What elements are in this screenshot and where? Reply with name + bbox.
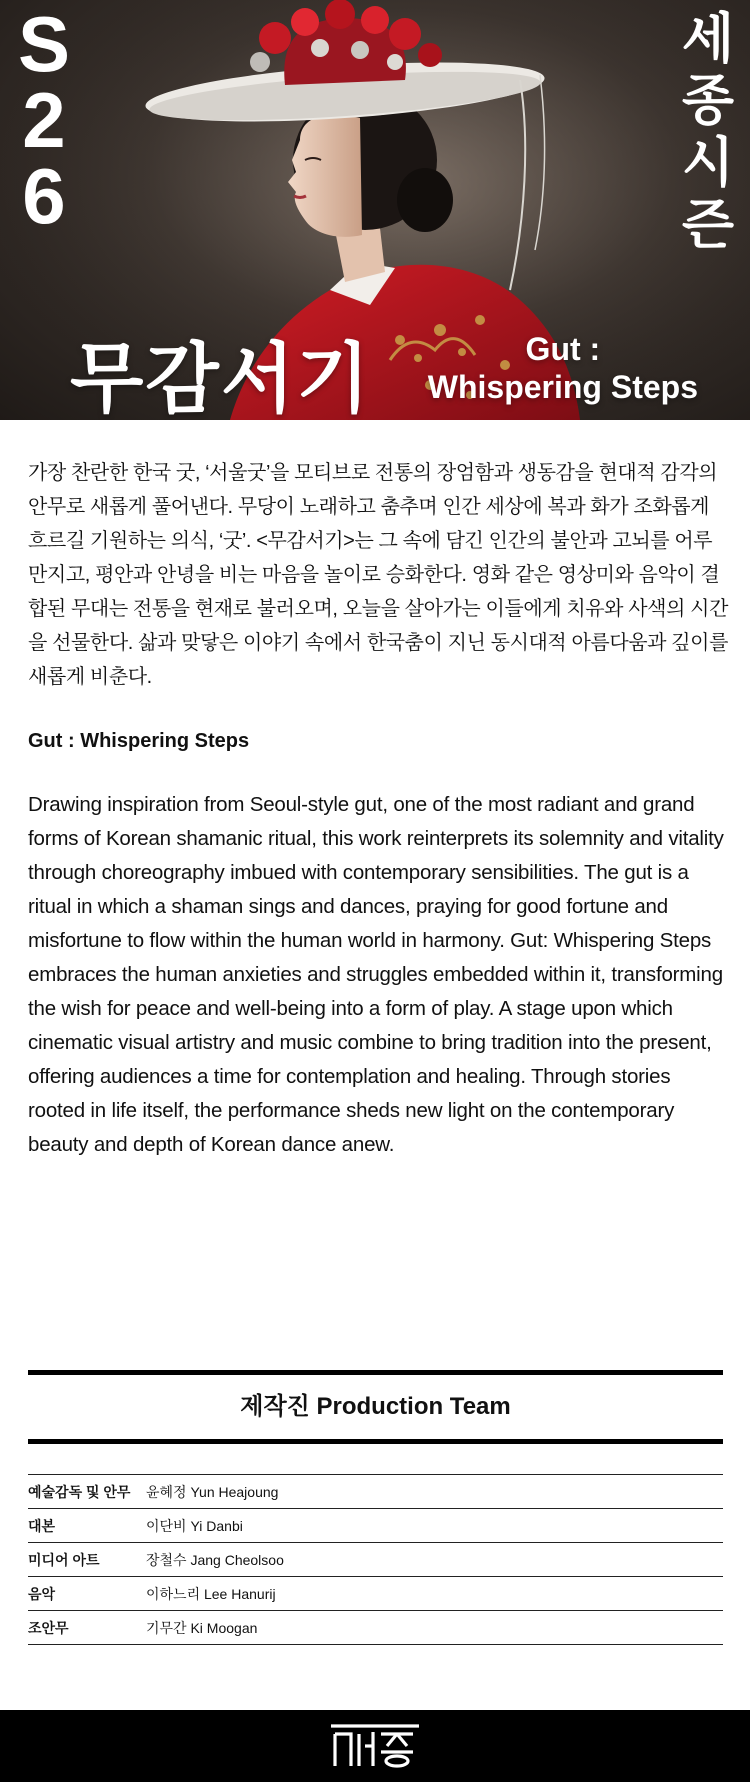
credit-row: [28, 1543, 723, 1577]
hero-image: [0, 0, 750, 420]
credit-name: 이하느리 Lee Hanurij: [146, 1585, 276, 1602]
credit-row: [28, 1509, 723, 1543]
credit-role: 음악: [28, 1585, 56, 1602]
sejong-logo-icon: [329, 1722, 421, 1770]
season-char: 6: [22, 152, 66, 240]
credit-name: 기무간 Ki Moogan: [146, 1619, 258, 1636]
credit-row: [28, 1475, 723, 1509]
credit-row: [28, 1577, 723, 1611]
footer: [0, 1710, 750, 1782]
title-english-line: Gut :: [525, 331, 601, 367]
season-char: 2: [22, 76, 66, 164]
series-label: [676, 8, 740, 256]
credit-role: 예술감독 및 안무: [28, 1483, 131, 1500]
season-char: S: [17, 0, 71, 88]
title-korean: 무감서기: [70, 337, 372, 420]
credit-name: 이단비 Yi Danbi: [146, 1517, 243, 1534]
season-label: [8, 0, 80, 240]
production-team: [28, 1370, 723, 1645]
title-english-line: Whispering Steps: [427, 369, 698, 405]
production-team-title: 제작진 Production Team: [240, 1393, 511, 1420]
title-english: [428, 330, 698, 406]
description: [28, 456, 728, 1162]
series-char: 종: [681, 71, 735, 131]
series-char: 즌: [681, 195, 735, 255]
credit-role: 대본: [28, 1517, 56, 1534]
english-subheading: Gut : Whispering Steps: [28, 730, 250, 752]
description-english: Drawing inspiration from Seoul-style gut, one of the most radiant and grand forms of Korean shamanic ritual, this work reinterprets its solemnity and vitality through choreography imbued with contemporary sensibilities. The gut is a ritual in which a shaman sings and dances, praying for good fortune and misfortune to flow within the human world in harmony. Gut: Whispering Steps embraces the human anxieties and struggles embedded within it, transforming the wish for peace and well-being into a form of play. A stage upon which cinematic visual artistry and music combine to bring tradition into the present, offering audiences a time for contemplation and healing. Through stories rooted in life itself, the performance sheds new light on the contemporary beauty and depth of Korean dance anew.: [28, 793, 724, 1156]
credit-row: [28, 1611, 723, 1645]
credit-role: 조안무: [28, 1619, 69, 1636]
credit-role: 미디어 아트: [28, 1551, 100, 1568]
credit-name: 윤혜정 Yun Heajoung: [146, 1483, 279, 1500]
series-char: 시: [681, 133, 735, 193]
series-char: 세: [681, 9, 735, 69]
credit-name: 장철수 Jang Cheolsoo: [146, 1551, 284, 1568]
description-korean: 가장 찬란한 한국 굿, ‘서울굿’을 모티브로 전통의 장엄함과 생동감을 현대적 감각의 안무로 새롭게 풀어낸다. 무당이 노래하고 춤추며 인간 세상에 복과 화가 조화롭게 흐르길 기원하는 의식, ‘굿’. <무감서기>는 그 속에 담긴 인간의 불안과 고뇌를 어루만지고, 평안과 안녕을 비는 마음을 놀이로 승화한다. 영화 같은 영상미와 음악이 결합된 무대는 전통을 현재로 불러오며, 오늘을 살아가는 이들에게 치유와 사색의 시간을 선물한다. 삶과 맞닿은 이야기 속에서 한국춤이 지닌 동시대적 아름다움과 깊이를 새롭게 비춘다.: [28, 462, 729, 688]
